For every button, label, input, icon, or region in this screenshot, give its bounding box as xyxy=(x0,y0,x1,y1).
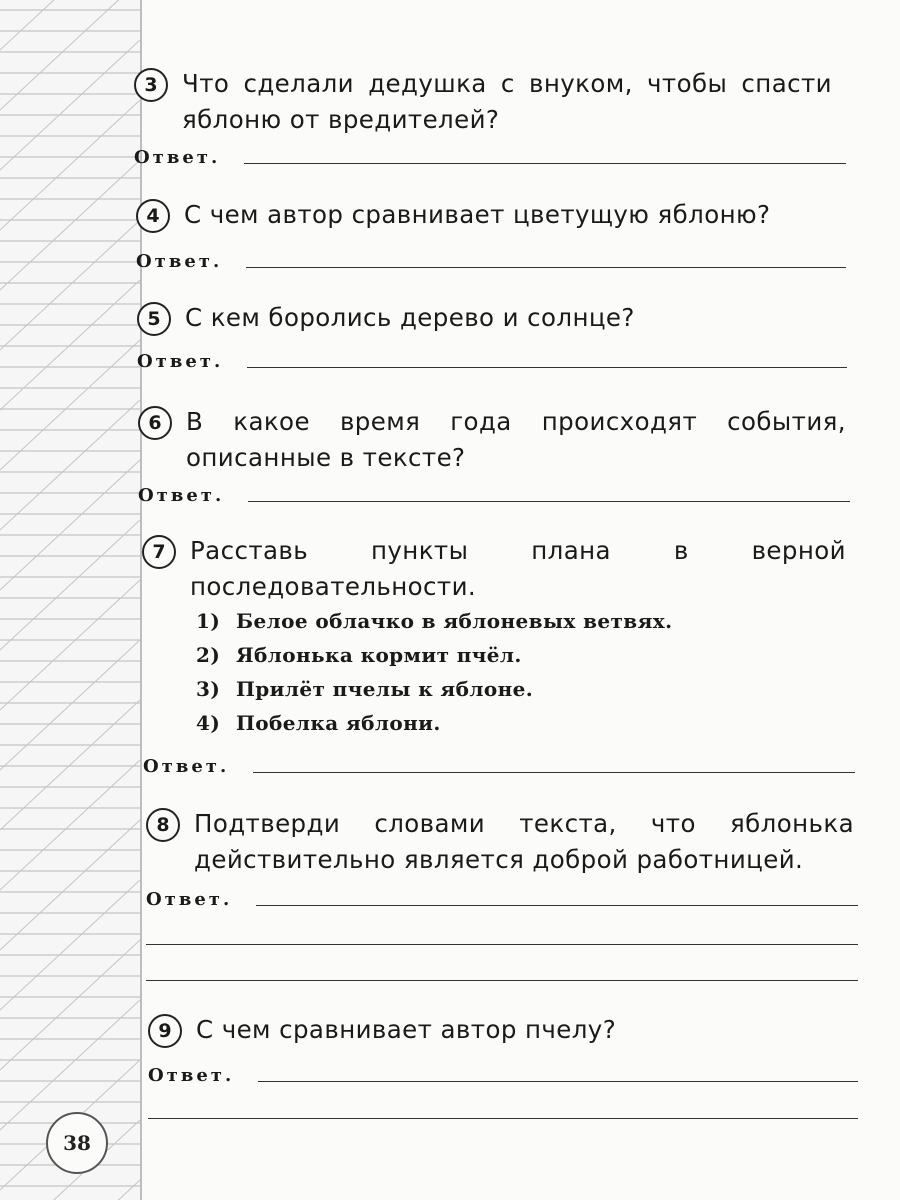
question-text: Расставь пункты плана в верной последовательности. xyxy=(190,536,846,601)
question-text: С чем автор сравнивает цветущую яблоню? xyxy=(184,200,771,229)
answer-line-extra[interactable] xyxy=(148,1118,858,1119)
question-3 xyxy=(134,66,844,146)
answer-line[interactable] xyxy=(247,367,847,368)
question-number: 6 xyxy=(138,406,172,440)
answer-row-6 xyxy=(138,484,850,506)
answer-line-extra[interactable] xyxy=(146,944,858,945)
question-number: 5 xyxy=(137,302,171,336)
answer-label: Ответ. xyxy=(148,1065,235,1086)
plan-item: 2) Яблонька кормит пчёл. xyxy=(196,643,522,667)
question-6 xyxy=(138,404,848,484)
plan-item: 1) Белое облачко в яблоневых ветвях. xyxy=(196,609,673,633)
question-text: В какое время года происходят события, описанные в тексте? xyxy=(186,407,846,472)
answer-line[interactable] xyxy=(256,905,858,906)
answer-row-4 xyxy=(136,250,846,272)
answer-row-5 xyxy=(137,350,847,372)
answer-row-7 xyxy=(143,755,855,777)
answer-label: Ответ. xyxy=(146,889,233,910)
answer-label: Ответ. xyxy=(143,756,230,777)
answer-label: Ответ. xyxy=(138,485,225,506)
question-number: 4 xyxy=(136,199,170,233)
question-number: 7 xyxy=(142,535,176,569)
question-8 xyxy=(146,806,856,886)
plan-item: 3) Прилёт пчелы к яблоне. xyxy=(196,677,534,701)
answer-line[interactable] xyxy=(244,163,846,164)
answer-line[interactable] xyxy=(246,267,846,268)
question-5 xyxy=(137,300,847,340)
answer-line[interactable] xyxy=(248,501,850,502)
answer-line[interactable] xyxy=(253,772,855,773)
question-text: С чем сравнивает автор пчелу? xyxy=(196,1015,617,1044)
question-text: Что сделали дедушка с внуком, чтобы спасти яблоню от вредителей? xyxy=(182,69,832,134)
question-text: Подтверди словами текста, что яблонька действительно является доброй работницей. xyxy=(194,809,854,874)
page-number: 38 xyxy=(46,1112,108,1174)
question-4 xyxy=(136,197,846,237)
answer-line-extra[interactable] xyxy=(146,980,858,981)
answer-label: Ответ. xyxy=(134,147,221,168)
answer-label: Ответ. xyxy=(136,251,223,272)
question-number: 9 xyxy=(148,1014,182,1048)
answer-line[interactable] xyxy=(258,1081,858,1082)
question-number: 8 xyxy=(146,808,180,842)
question-7 xyxy=(142,533,852,613)
question-9 xyxy=(148,1012,858,1052)
plan-item: 4) Побелка яблони. xyxy=(196,711,441,735)
plan-list xyxy=(196,604,672,740)
answer-row-8 xyxy=(146,888,858,910)
answer-row-9 xyxy=(148,1064,858,1086)
answer-row-3 xyxy=(134,146,846,168)
question-number: 3 xyxy=(134,68,168,102)
question-text: С кем боролись дерево и солнце? xyxy=(185,303,635,332)
answer-label: Ответ. xyxy=(137,351,224,372)
